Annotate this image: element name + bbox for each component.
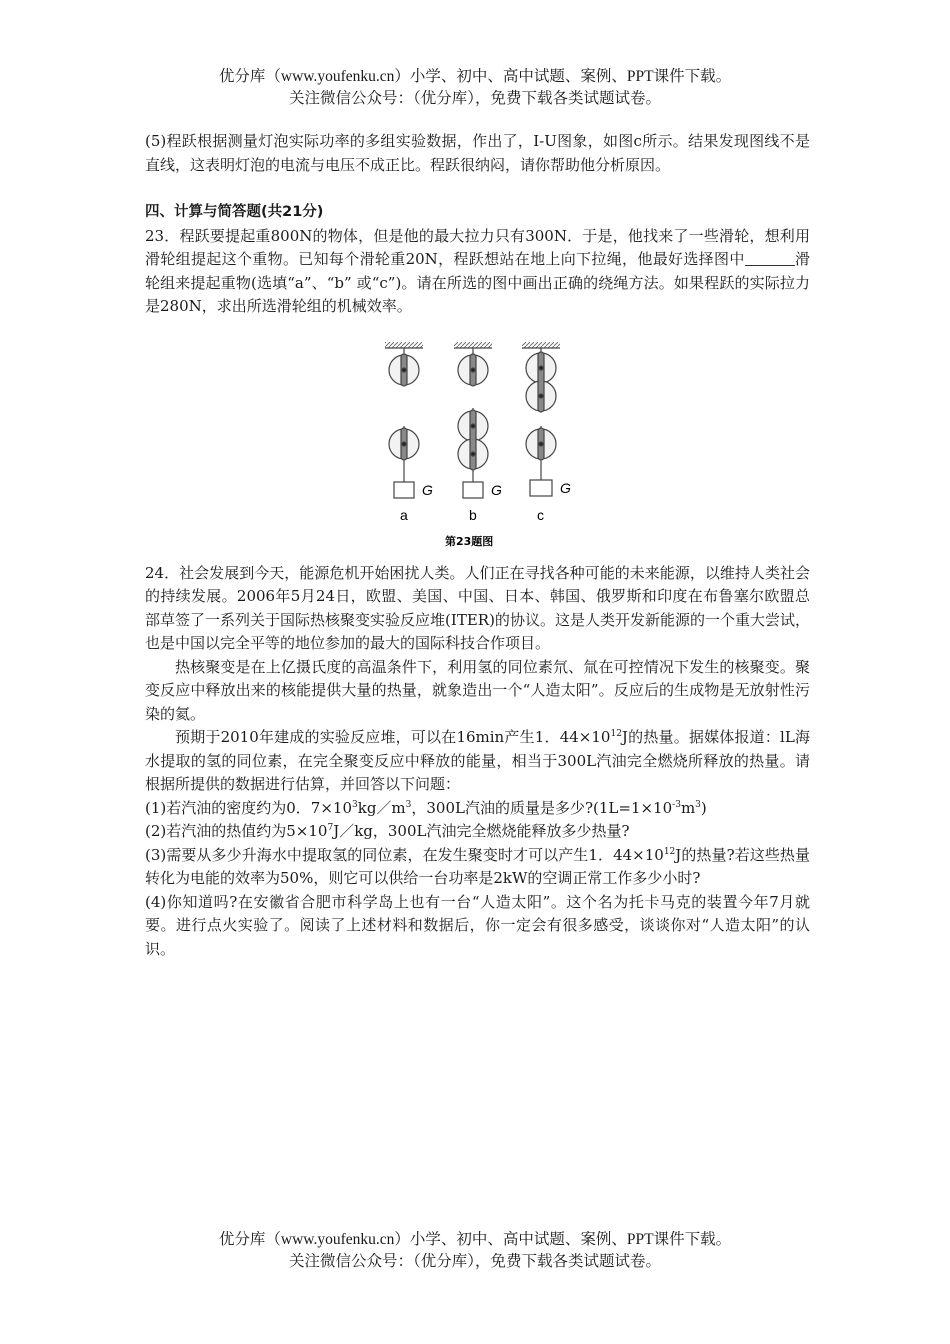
figure-label-c: c — [537, 507, 544, 523]
question-23: 23．程跃要提起重800N的物体，但是他的最大拉力只有300N．于是，他找来了一些滑轮，想利用滑轮组提起这个重物。已知每个滑轮重20N，程跃想站在地上向下拉绳，他最好选择图中 滑轮组来提起重物(选填“a”、“b” 或“c”)。请在所选的图中画出正确的绕绳方法。如果程跃的实际拉力是280N，求出所选滑轮组的机械效率。 — [145, 226, 810, 315]
question-22-part-5: (5)程跃根据测量灯泡实际功率的多组实验数据，作出了，I-U图象，如图c所示。结果发现图线不是直线，这表明灯泡的电流与电压不成正比。程跃很纳闷，请你帮助他分析原因。 — [145, 132, 810, 174]
pulley-figure — [370, 342, 580, 552]
figure-label-b: b — [469, 507, 477, 523]
question-24-paragraph-3: 预期于2010年建成的实验反应堆，可以在16min产生1．$44\times 10^{12}J$的热量。据媒体报道：lL海水提取的氢的同位素，在完全聚变反应中释放的能量，相当于300L汽油完全燃烧所释放的热量。请根据所提供的数据进行估算，并回答以下问题： — [145, 728, 810, 793]
section-4-title: 四、计算与简答题(共21分) — [145, 204, 324, 220]
question-24-sub-2: (2)若汽油的热值约为$5\times 10^7J/kg$，300L汽油完全燃烧能释放多少热量? — [145, 822, 630, 840]
pulley-setup-c — [522, 342, 560, 496]
figure-caption: 第23题图 — [445, 535, 494, 548]
page-footer — [0, 1229, 950, 1273]
answer-blank — [745, 251, 795, 266]
question-24-sub-4: (4)你知道吗?在安徽省合肥市科学岛上也有一台“人造太阳”。这个名为托卡马克的装置今年7月就要。进行点火实验了。阅读了上述材料和数据后，你一定会有很多感受，谈谈你对“人造太阳”的认识。 — [145, 892, 810, 958]
header-line-2: 关注微信公众号：（优分库），免费下载各类试题试卷。 — [288, 90, 661, 107]
load-label-c: G — [560, 480, 571, 496]
load-label-a: G — [422, 482, 433, 498]
figure-label-a: a — [400, 507, 408, 523]
question-24-sub-3: (3)需要从多少升海水中提取氢的同位素，在发生聚变时才可以产生1．$44\times 10^{12}J$的热量?若这些热量转化为电能的效率为50%，则它可以供给一台功率是2kW的空调正常工作多少小时? — [145, 845, 810, 887]
question-24-sub-1: (1)若汽油的密度约为0．$7\times 10^3kg/m^3$，300L汽油的质量是多少$?(1L=1\times 10^{-3}m^3)$ — [145, 798, 707, 817]
pulley-setup-a — [385, 342, 423, 498]
footer-line-1: 优分库（www.youfenku.cn）小学、初中、高中试题、案例、PPT课件下载。 — [218, 1231, 732, 1248]
footer-line-2: 关注微信公众号：（优分库），免费下载各类试题试卷。 — [288, 1253, 661, 1270]
page-header — [0, 66, 950, 110]
question-24-paragraph-2: 热核聚变是在上亿摄氏度的高温条件下，利用氢的同位素氘、氚在可控情况下发生的核聚变。聚变反应中释放出来的核能提供大量的热量，就象造出一个“人造太阳”。反应后的生成物是无放射性污染的氦。 — [145, 657, 810, 723]
question-24-intro: 24．社会发展到今天，能源危机开始困扰人类。人们正在寻找各种可能的未来能源，以维持人类社会的持续发展。2006年5月24日，欧盟、美国、中国、日本、韩国、俄罗斯和印度在布鲁塞尔欧盟总部草签了一系列关于国际热核聚变实验反应堆(ITER)的协议。这是人类开发新能源的一个重大尝试，也是中国以完全平等的地位参加的最大的国际科技合作项目。 — [145, 563, 810, 652]
header-line-1: 优分库（www.youfenku.cn）小学、初中、高中试题、案例、PPT课件下载。 — [218, 68, 732, 85]
pulley-setup-b — [454, 342, 492, 498]
load-label-b: G — [491, 482, 502, 498]
